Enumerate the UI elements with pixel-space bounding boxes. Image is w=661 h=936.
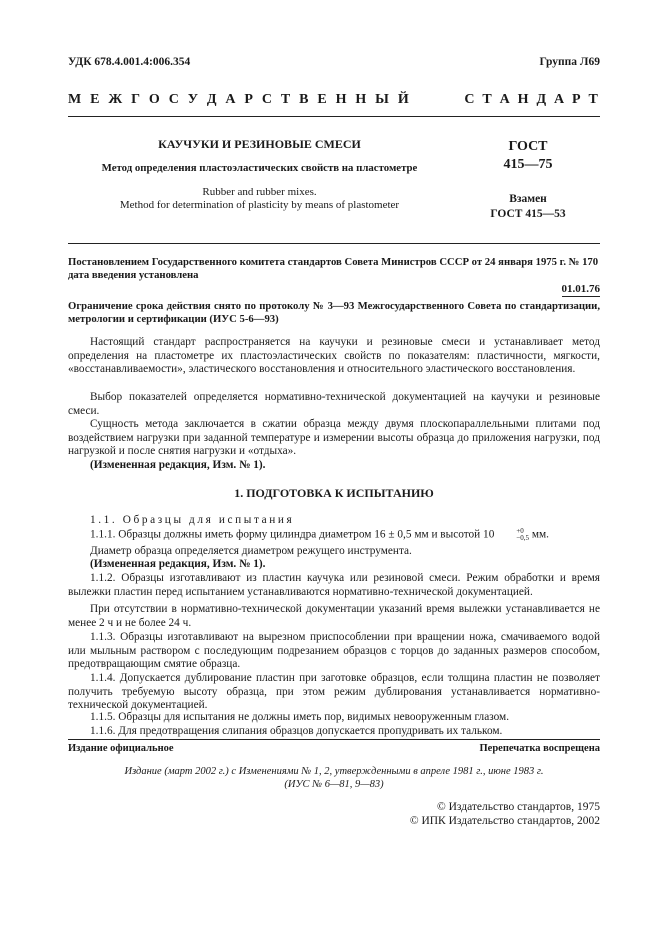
document-subtitle: Метод определения пластоэластических свойств на пластометре [101,162,418,174]
copyright-1975: © Издательство стандартов, 1975 [436,801,600,813]
decree-text: Постановлением Государственного комитета стандартов Совета Министров СССР от 24 января 1975 г. № 170 дата введения установлена [68,256,599,281]
banner-standard: С Т А Н Д А Р Т [464,92,600,107]
decree-date: 01.01.76 [561,283,600,295]
document-title: КАУЧУКИ И РЕЗИНОВЫЕ СМЕСИ [158,137,361,151]
intro-paragraph-3: Сущность метода заключается в сжатии образца между двумя плоскопараллельными плитами под воздействием нагрузки при заданной температуре и измерении высоты образца до приложения нагрузки, под нагрузкой и после снятия нагрузки и «отдыха». [68,418,600,458]
banner-rule [68,116,600,117]
tolerance-lower: −0,5 [516,534,530,542]
edition-info-line-1: Издание (март 2002 г.) с Изменениями № 1, 2, утвержденными в апреле 1981 г., июне 1983 г. [124,766,544,777]
clause-1-1-1-diameter: Диаметр образца определяется диаметром режущего инструмента. [90,545,412,557]
banner-interstate: М Е Ж Г О С У Д А Р С Т В Е Н Н Ы Й [68,92,411,107]
height-tolerance [494,528,529,542]
english-subtitle: Method for determination of plasticity by means of plastometer [119,199,400,211]
copyright-2002: © ИПК Издательство стандартов, 2002 [409,815,600,827]
intro-amendment: (Измененная редакция, Изм. № 1). [90,459,266,471]
clause-1-1-1-unit: мм. [529,528,550,541]
group-code: Группа Л69 [539,56,600,68]
intro-paragraph-1: Настоящий стандарт распространяется на каучуки и резиновые смеси и устанавливает метод определения на пластометре их пластоэластических свойств по показателям: пластичности, мягкости, «восстанавливаемости», эластического восстановления и относительного эластического восстановления. [68,336,600,376]
replaces-label: Взамен [509,193,547,205]
clause-1-1-4: 1.1.4. Допускается дублирование пластин при заготовке образцов, если толщина пластин не позволяет получить требуемую высоту образца, при этом режим дублирования устанавливается нормативно-технической документацией. [68,672,600,712]
english-title: Rubber and rubber mixes. [202,186,317,198]
footer-rule [68,739,600,740]
gost-label: ГОСТ [508,139,548,154]
clause-1-1-1-amendment: (Измененная редакция, Изм. № 1). [90,558,266,570]
clause-1-1-5: 1.1.5. Образцы для испытания не должны иметь пор, видимых невооруженным глазом. [90,711,510,723]
official-edition-label: Издание официальное [68,743,174,754]
clause-1-1-2-note: При отсутствии в нормативно-технической документации указаний время вылежки устанавливается не менее 2 ч и не более 24 ч. [68,603,600,629]
tolerance-upper: +0 [516,527,524,535]
clause-1-1: 1.1. Образцы для испытания [90,514,295,526]
clause-1-1-1 [68,528,600,542]
udk-code: УДК 678.4.001.4:006.354 [68,56,191,68]
clause-1-1-2: 1.1.2. Образцы изготавливают из пластин каучука или резиновой смеси. Режим обработки и время вылежки пластин перед испытанием устанавливаются нормативно-технической документацией. [68,572,600,598]
section-1-heading: 1. ПОДГОТОВКА К ИСПЫТАНИЮ [234,486,434,500]
reprint-prohibited-label: Перепечатка воспрещена [479,743,600,754]
clause-1-1-6: 1.1.6. Для предотвращения слипания образцов допускается пропудривать их тальком. [90,725,503,737]
replaces-number: ГОСТ 415—53 [490,208,566,220]
title-rule [68,243,600,244]
gost-number: 415—75 [503,157,553,172]
intro-paragraph-2: Выбор показателей определяется нормативно-технической документацией на каучуки и резиновые смеси. [68,391,600,417]
edition-info-line-2: (ИУС № 6—81, 9—83) [284,779,384,790]
clause-1-1-3: 1.1.3. Образцы изготавливают на вырезном приспособлении при вращении ножа, смачиваемого водой или мыльным раствором с последующим подрезанием образцов с торцов до заданных размеров способом, предотвращающим смятие образца. [68,631,600,671]
limitation-note: Ограничение срока действия снято по протоколу № 3—93 Межгосударственного Совета по стандартизации, метрологии и сертификации (ИУС 5-6—93) [68,300,600,325]
clause-1-1-1-text: 1.1.1. Образцы должны иметь форму цилиндра диаметром 16 ± 0,5 мм и высотой 10 [90,528,495,541]
